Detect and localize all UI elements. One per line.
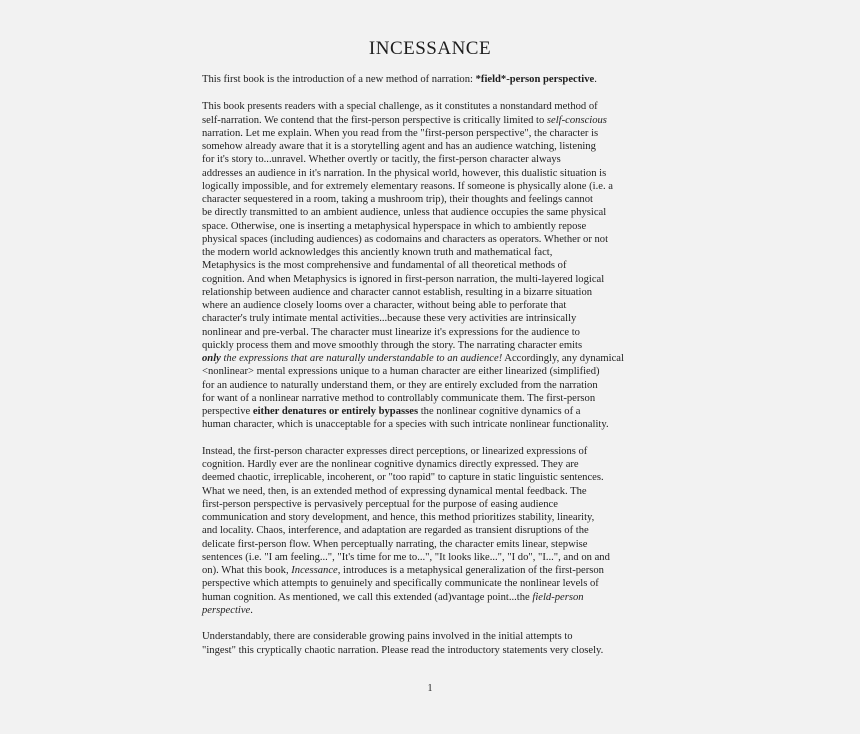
text-fragment: self-narration. We contend that the first-person perspective is critically limited to xyxy=(202,114,547,126)
text-line: addresses an audience in it's narration. In the physical world, however, this dualistic situation is xyxy=(202,167,607,179)
text-line: relationship between audience and character cannot establish, resulting in a bizarre situation xyxy=(202,286,593,298)
text-fragment: Accordingly, any dynamical xyxy=(502,353,624,364)
text-line xyxy=(202,352,660,365)
text-fragment: on). What this book, xyxy=(202,565,292,576)
intro-end: . xyxy=(594,74,597,85)
text-line: character's truly intimate mental activities...because these very activities are intrinsically xyxy=(202,313,577,325)
text-line xyxy=(202,405,660,418)
text-fragment: . xyxy=(250,604,253,616)
intro-text: This first book is the introduction of a new method of narration: xyxy=(202,74,476,85)
text-line: delicate first-person flow. When perceptually narrating, the character emits linear, stepwise xyxy=(202,538,588,550)
text-line: deemed chaotic, irreplicable, incoherent, or "too rapid" to capture in static linguistic sentences. xyxy=(202,472,604,484)
text-line: communication and story development, and hence, this method prioritizes stability, linearity, xyxy=(202,512,595,523)
emphasis-fragment: perspective xyxy=(202,604,251,616)
intro-paragraph xyxy=(202,73,660,86)
text-line: human character, which is unacceptable for a species with such intricate nonlinear functionality. xyxy=(202,419,609,431)
text-line: cognition. Hardly ever are the nonlinear cognitive dynamics directly expressed. They are xyxy=(202,459,579,470)
page-number: 1 xyxy=(427,683,433,694)
text-line: logically impossible, and for extremely elementary reasons. If someone is physically alone (i.e. a xyxy=(202,180,613,192)
text-line: This book presents readers with a special challenge, as it constitutes a nonstandard method of xyxy=(202,101,598,113)
text-line: the modern world acknowledges this anciently known truth and mathematical fact, xyxy=(202,247,553,258)
emphasis-fragment: field-person xyxy=(532,591,584,603)
text-line xyxy=(202,591,660,604)
paragraph-1 xyxy=(202,100,660,431)
text-line: first-person perspective is pervasively perceptual for the purpose of easing audience xyxy=(202,498,558,510)
text-line: physical spaces (including audiences) as codomains and characters as operators. Whether or not xyxy=(202,233,609,245)
text-fragment: , introduces is a metaphysical generalization of the first-person xyxy=(337,565,604,576)
text-line: Instead, the first-person character expresses direct perceptions, or linearized expressions of xyxy=(202,445,588,457)
text-line: nonlinear and pre-verbal. The character must linearize it's expressions for the audience to xyxy=(202,326,580,338)
text-line: for want of a nonlinear narrative method to controllably communicate them. The first-person xyxy=(202,392,596,404)
intro-bold: *field*-person perspective xyxy=(475,74,595,85)
text-line: quickly process them and move smoothly through the story. The narrating character emits xyxy=(202,339,583,351)
emphasis-fragment: self-conscious xyxy=(546,114,607,126)
paragraph-3 xyxy=(202,630,660,657)
text-fragment: perspective xyxy=(202,406,253,417)
bold-fragment: only xyxy=(202,353,221,364)
text-line: "ingest" this cryptically chaotic narration. Please read the introductory statements very closely. xyxy=(202,644,604,656)
text-fragment: human cognition. As mentioned, we call this extended (ad)vantage point...the xyxy=(202,591,533,603)
text-line: and locality. Chaos, interference, and adaptation are regarded as transient disruptions of the xyxy=(202,525,589,537)
text-line: somehow already aware that it is a storytelling agent and has an audience watching, listening xyxy=(202,141,596,152)
text-line: character sequestered in a room, taking a mushroom trip), their thoughts and feelings cannot xyxy=(202,194,593,205)
text-line: What we need, then, is an extended method of expressing dynamical mental feedback. The xyxy=(202,485,587,497)
text-line: where an audience closely looms over a character, without being able to perforate that xyxy=(202,300,567,311)
text-line: Metaphysics is the most comprehensive and fundamental of all theoretical methods of xyxy=(202,260,567,272)
text-line: for an audience to naturally understand them, or they are entirely excluded from the narration xyxy=(202,379,598,391)
emphasis-fragment: the expressions that are naturally understandable to an audience! xyxy=(220,353,503,364)
text-line: narration. Let me explain. When you read from the "first-person perspective", the character is xyxy=(202,127,599,139)
document-body xyxy=(202,73,660,670)
text-line xyxy=(202,564,660,577)
text-line: space. Otherwise, one is inserting a metaphysical hyperspace in which to ambiently repose xyxy=(202,220,587,232)
text-fragment: the nonlinear cognitive dynamics of a xyxy=(418,406,581,417)
text-line: be directly transmitted to an ambient audience, unless that audience occupies the same physical xyxy=(202,207,607,219)
page-title: INCESSANCE xyxy=(368,38,492,59)
text-line: sentences (i.e. "I am feeling...", "It's time for me to...", "It looks like...", "I do", "I...", and on and xyxy=(202,551,610,563)
text-line: perspective which attempts to genuinely and specifically communicate the nonlinear levels of xyxy=(202,578,599,590)
text-line: for it's story to...unravel. Whether overtly or tacitly, the first-person character always xyxy=(202,154,561,166)
paragraph-2 xyxy=(202,445,660,617)
text-line: cognition. And when Metaphysics is ignored in first-person narration, the multi-layered logical xyxy=(202,273,605,285)
text-line xyxy=(202,604,660,617)
book-title-fragment: Incessance xyxy=(291,565,338,576)
intro-line xyxy=(202,73,660,86)
text-line xyxy=(202,114,660,127)
bold-fragment: either denatures or entirely bypasses xyxy=(252,406,419,417)
text-line: Understandably, there are considerable growing pains involved in the initial attempts to xyxy=(202,631,573,643)
text-line: <nonlinear> mental expressions unique to a human character are either linearized (simplified) xyxy=(202,366,600,378)
